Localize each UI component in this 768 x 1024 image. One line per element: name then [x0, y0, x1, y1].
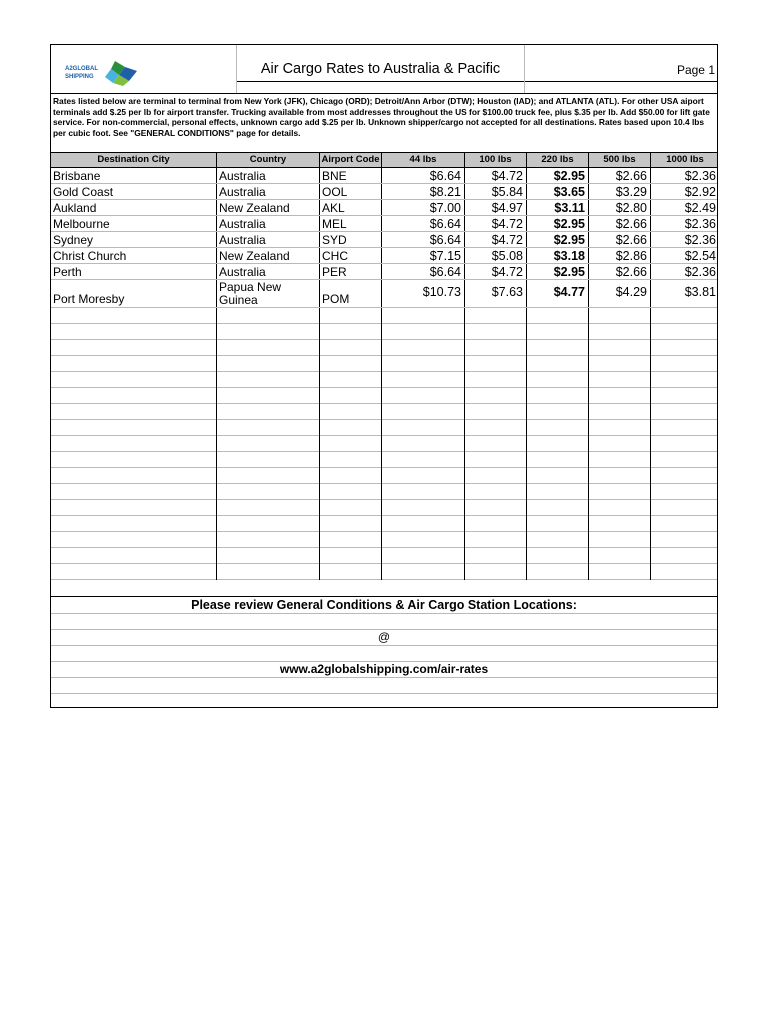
cell-rate-1000: $2.49	[684, 201, 716, 215]
cell-city: Gold Coast	[51, 184, 217, 199]
page-number-cell	[525, 45, 718, 93]
cell-rate-100: $4.72	[465, 232, 527, 247]
cell-country: New Zealand	[217, 200, 320, 215]
col-500-lbs: 500 lbs	[589, 153, 651, 167]
cell-code: OOL	[320, 184, 382, 199]
cell-code: SYD	[320, 232, 382, 247]
page-title: Air Cargo Rates to Australia & Pacific	[260, 61, 501, 77]
cell-rate-500: $2.66	[589, 264, 651, 279]
col-destination-city: Destination City	[51, 153, 217, 167]
cell-rate-220: $3.11	[527, 200, 589, 215]
cell-rate-220: $3.65	[527, 184, 589, 199]
rate-sheet	[50, 44, 718, 708]
cell-rate-220: $2.95	[527, 264, 589, 279]
cell-city: Perth	[51, 264, 217, 279]
cell-rate-100: $4.72	[465, 168, 527, 183]
cell-rate-500: $2.66	[589, 168, 651, 183]
logo-cell	[51, 45, 237, 93]
table-row	[51, 248, 717, 264]
table-header	[51, 153, 717, 168]
cell-city: Sydney	[51, 232, 217, 247]
cell-rate-220: $2.95	[527, 232, 589, 247]
cell-rate-220: $2.95	[527, 216, 589, 231]
svg-text:A2GLOBAL: A2GLOBAL	[65, 66, 98, 72]
cell-code: AKL	[320, 200, 382, 215]
title-row	[51, 45, 717, 93]
svg-text:SHIPPING: SHIPPING	[65, 74, 94, 80]
cell-rate-220: $3.18	[527, 248, 589, 263]
table-row	[51, 184, 717, 200]
cell-code: POM	[322, 292, 350, 306]
cell-rate-44: $6.64	[382, 232, 465, 247]
cell-code: PER	[320, 264, 382, 279]
table-row	[51, 200, 717, 216]
cell-country: Australia	[217, 168, 320, 183]
cell-code: CHC	[320, 248, 382, 263]
cell-rate-1000: $2.36	[684, 217, 716, 231]
table-row	[51, 232, 717, 248]
notice-row	[51, 93, 717, 153]
col-1000-lbs: 1000 lbs	[651, 153, 718, 167]
title-cell	[237, 45, 525, 93]
empty-grid	[51, 308, 717, 580]
cell-code: BNE	[320, 168, 382, 183]
cell-rate-44: $8.21	[382, 184, 465, 199]
page-number: Page 1	[676, 63, 715, 77]
col-country: Country	[217, 153, 320, 167]
cell-rate-500: $2.86	[589, 248, 651, 263]
cell-rate-100: $5.84	[465, 184, 527, 199]
cell-rate-1000: $2.54	[684, 249, 716, 263]
cell-rate-220: $4.77	[527, 280, 589, 307]
cell-rate-44: $6.64	[382, 264, 465, 279]
cell-rate-100: $4.72	[465, 264, 527, 279]
website-link[interactable]: www.a2globalshipping.com/air-rates	[279, 662, 489, 676]
cell-rate-1000: $2.36	[684, 233, 716, 247]
rates-notice: Rates listed below are terminal to terminal from New York (JFK), Chicago (ORD); Detroit/Ann Arbor (DTW); Houston (IAD); and ATLANTA (ATL). For other USA aiport terminals add $.25 per lb for airport transfer. Trucking available from most addresses throughout the US for $100.00 truck fee, plus $.35 per lb. Add $50.00 for lift gate service. For non-commercial, personal effects, unknown cargo add $.25 per lb. Unknown shipper/cargo not accepted for all destinations. Rates based upon 10.4 lbs per cubic foot. See "GENERAL CONDITIONS" page for details.	[53, 96, 710, 138]
cell-rate-1000: $3.81	[684, 285, 716, 299]
table-row	[51, 216, 717, 232]
cell-country: Australia	[217, 184, 320, 199]
cell-rate-100: $4.97	[465, 200, 527, 215]
col-44-lbs: 44 lbs	[382, 153, 465, 167]
cell-city: Christ Church	[51, 248, 217, 263]
cell-rate-500: $4.29	[589, 280, 651, 307]
cell-rate-1000: $2.92	[684, 185, 716, 199]
cell-city: Aukland	[51, 200, 217, 215]
table-row	[51, 168, 717, 184]
cell-rate-1000: $2.36	[684, 169, 716, 183]
cell-rate-44: $7.00	[382, 200, 465, 215]
cell-rate-44: $6.64	[382, 216, 465, 231]
cell-country: New Zealand	[217, 248, 320, 263]
col-220-lbs: 220 lbs	[527, 153, 589, 167]
cell-country: Papua New Guinea	[217, 280, 320, 307]
cell-code: MEL	[320, 216, 382, 231]
cell-rate-500: $2.66	[589, 232, 651, 247]
review-conditions-text: Please review General Conditions & Air Cargo Station Locations:	[191, 598, 577, 612]
table-row	[51, 280, 717, 308]
cell-country: Australia	[217, 216, 320, 231]
at-symbol: @	[377, 630, 391, 644]
cell-rate-44: $7.15	[382, 248, 465, 263]
cell-city: Melbourne	[51, 216, 217, 231]
cell-country: Australia	[217, 232, 320, 247]
cell-rate-100: $4.72	[465, 216, 527, 231]
cell-city: Brisbane	[51, 168, 217, 183]
cell-rate-500: $2.80	[589, 200, 651, 215]
cell-rate-500: $2.66	[589, 216, 651, 231]
col-airport-code: Airport Code	[320, 153, 382, 167]
col-100-lbs: 100 lbs	[465, 153, 527, 167]
footer-block	[51, 596, 717, 708]
cell-country: Australia	[217, 264, 320, 279]
cell-rate-1000: $2.36	[684, 265, 716, 279]
cell-rate-100: $7.63	[465, 280, 527, 307]
cell-rate-220: $2.95	[527, 168, 589, 183]
cell-rate-44: $10.73	[382, 280, 465, 307]
cell-rate-44: $6.64	[382, 168, 465, 183]
table-row	[51, 264, 717, 280]
company-logo	[63, 57, 143, 87]
cell-city: Port Moresby	[53, 292, 125, 306]
cell-rate-500: $3.29	[589, 184, 651, 199]
cell-rate-100: $5.08	[465, 248, 527, 263]
